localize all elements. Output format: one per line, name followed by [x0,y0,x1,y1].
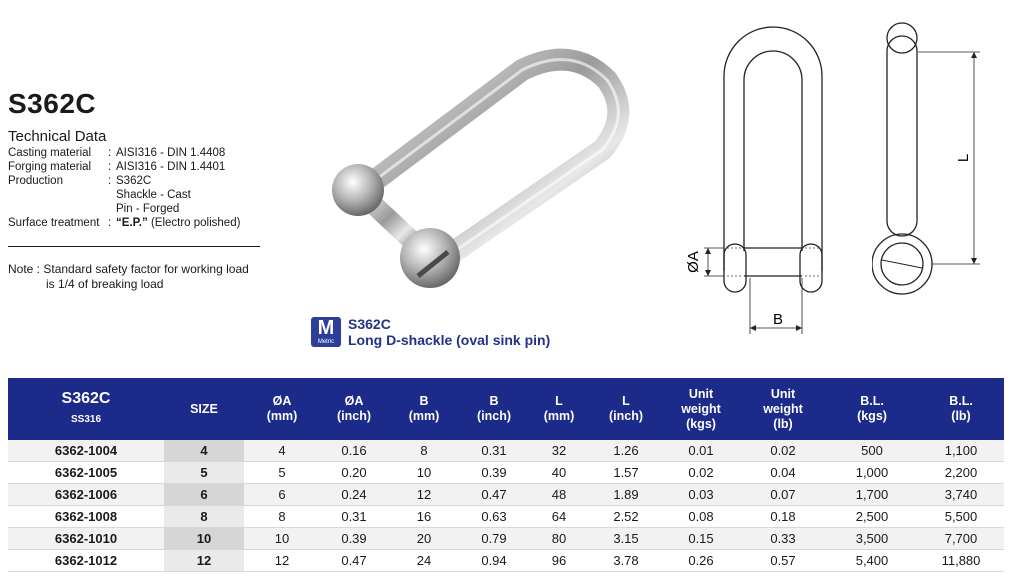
table-cell: 0.47 [460,484,528,506]
header-cell: B (mm) [388,378,460,440]
note-line: Note : Standard safety factor for working load [8,262,249,276]
table-cell: 0.07 [740,484,826,506]
header-model [8,378,164,440]
part-number-cell: 6362-1006 [8,484,164,506]
technical-data-heading: Technical Data [8,128,107,145]
dimension-label-A: ØA [685,251,702,273]
table-cell: 0.02 [740,440,826,462]
table-cell: 12 [244,550,320,572]
table-cell: 3.78 [590,550,662,572]
part-number-cell: 6362-1012 [8,550,164,572]
table-cell: 12 [388,484,460,506]
table-cell: 96 [528,550,590,572]
table-cell: 2,200 [918,462,1004,484]
part-number-cell: 6362-1010 [8,528,164,550]
header-cell: Unit weight (lb) [740,378,826,440]
size-cell: 10 [164,528,244,550]
spec-value: AISI316 - DIN 1.4408 [116,147,226,159]
table-row [8,484,1004,506]
table-cell: 0.57 [740,550,826,572]
spec-label: Casting material [8,147,92,159]
table-cell: 0.31 [460,440,528,462]
header-cell: ØA (mm) [244,378,320,440]
table-cell: 3,740 [918,484,1004,506]
spec-value: Pin - Forged [116,203,180,215]
dimension-label-B: B [772,311,784,328]
header-cell: Unit weight (kgs) [662,378,740,440]
table-cell: 0.31 [320,506,388,528]
table-cell: 24 [388,550,460,572]
spec-row-surface: Surface treatment : “E.P.” (Electro polished) [8,217,241,229]
table-cell: 1,100 [918,440,1004,462]
table-cell: 0.16 [320,440,388,462]
table-cell: 0.26 [662,550,740,572]
table-row [8,550,1004,572]
part-number-cell: 6362-1004 [8,440,164,462]
table-cell: 0.04 [740,462,826,484]
spec-row: Forging material : AISI316 - DIN 1.4401 [8,161,226,173]
part-number-cell: 6362-1005 [8,462,164,484]
table-cell: 32 [528,440,590,462]
table-row [8,506,1004,528]
size-cell: 4 [164,440,244,462]
table-cell: 0.39 [460,462,528,484]
table-cell: 2,500 [826,506,918,528]
table-cell: 0.15 [662,528,740,550]
table-cell: 0.39 [320,528,388,550]
spec-row [8,188,240,202]
table-cell: 5 [244,462,320,484]
table-cell: 64 [528,506,590,528]
metric-badge [311,317,341,347]
table-cell: 4 [244,440,320,462]
table-cell: 5,400 [826,550,918,572]
table-cell: 6 [244,484,320,506]
shackle-photo [322,40,640,320]
dimension-drawing-side [872,16,992,296]
dimension-drawing-front [684,16,862,336]
product-title: S362C [8,88,97,119]
metric-badge-letter: M [317,317,335,339]
table-cell: 20 [388,528,460,550]
table-cell: 48 [528,484,590,506]
spec-value: S362C [116,175,152,187]
table-cell: 8 [388,440,460,462]
spec-row: Casting material : AISI316 - DIN 1.4408 [8,147,226,159]
table-cell: 0.01 [662,440,740,462]
surface-code: “E.P.” [116,217,148,229]
header-cell: B.L. (kgs) [826,378,918,440]
table-header-row [8,378,1004,440]
table-cell: 1,700 [826,484,918,506]
table-cell: 80 [528,528,590,550]
table-row [8,462,1004,484]
table-cell: 16 [388,506,460,528]
table-body [8,440,1004,572]
spec-value: Shackle - Cast [116,189,191,201]
size-cell: 5 [164,462,244,484]
note-line: is 1/4 of breaking load [46,277,164,291]
caption-code: S362C [348,316,391,332]
caption-description: Long D-shackle (oval sink pin) [348,332,551,348]
specification-table [8,378,1004,572]
table-cell: 1.89 [590,484,662,506]
table-cell: 8 [244,506,320,528]
table-cell: 11,880 [918,550,1004,572]
table-cell: 0.03 [662,484,740,506]
table-cell: 0.18 [740,506,826,528]
header-cell: SIZE [164,378,244,440]
spec-value: AISI316 - DIN 1.4401 [116,161,226,173]
header-cell: L (mm) [528,378,590,440]
table-row [8,528,1004,550]
part-number-cell: 6362-1008 [8,506,164,528]
size-cell: 8 [164,506,244,528]
spec-label [8,188,108,202]
spec-label: Production [8,175,63,187]
table-cell: 500 [826,440,918,462]
header-model-title: S362C [61,390,111,407]
table-cell: 0.20 [320,462,388,484]
spec-row [8,202,240,216]
header-cell: ØA (inch) [320,378,388,440]
header-model-material: SS316 [70,414,102,425]
table-cell: 40 [528,462,590,484]
table-cell: 2.52 [590,506,662,528]
table-cell: 3.15 [590,528,662,550]
table-cell: 0.02 [662,462,740,484]
spec-row: Production : S362C [8,175,152,187]
spec-label: Forging material [8,161,92,173]
size-cell: 12 [164,550,244,572]
table-cell: 7,700 [918,528,1004,550]
spec-list [8,146,240,230]
table-cell: 3,500 [826,528,918,550]
spec-label [8,202,108,216]
table-cell: 0.94 [460,550,528,572]
table-cell: 10 [244,528,320,550]
surface-desc: (Electro polished) [147,217,241,229]
dimension-label-L: L [955,153,972,163]
table-cell: 5,500 [918,506,1004,528]
header-cell: B.L. (lb) [918,378,1004,440]
header-cell: L (inch) [590,378,662,440]
table-cell: 10 [388,462,460,484]
table-cell: 0.47 [320,550,388,572]
table-cell: 0.24 [320,484,388,506]
size-cell: 6 [164,484,244,506]
table-cell: 0.63 [460,506,528,528]
metric-badge-text: Metric [317,339,335,345]
safety-note [8,262,249,292]
divider [8,246,260,247]
table-cell: 0.79 [460,528,528,550]
table-cell: 1.57 [590,462,662,484]
spec-label: Surface treatment [8,217,100,229]
table-row [8,440,1004,462]
table-cell: 0.33 [740,528,826,550]
header-cell: B (inch) [460,378,528,440]
table-cell: 0.08 [662,506,740,528]
table-cell: 1.26 [590,440,662,462]
table-cell: 1,000 [826,462,918,484]
product-caption [348,316,550,348]
spec-value [116,216,240,230]
